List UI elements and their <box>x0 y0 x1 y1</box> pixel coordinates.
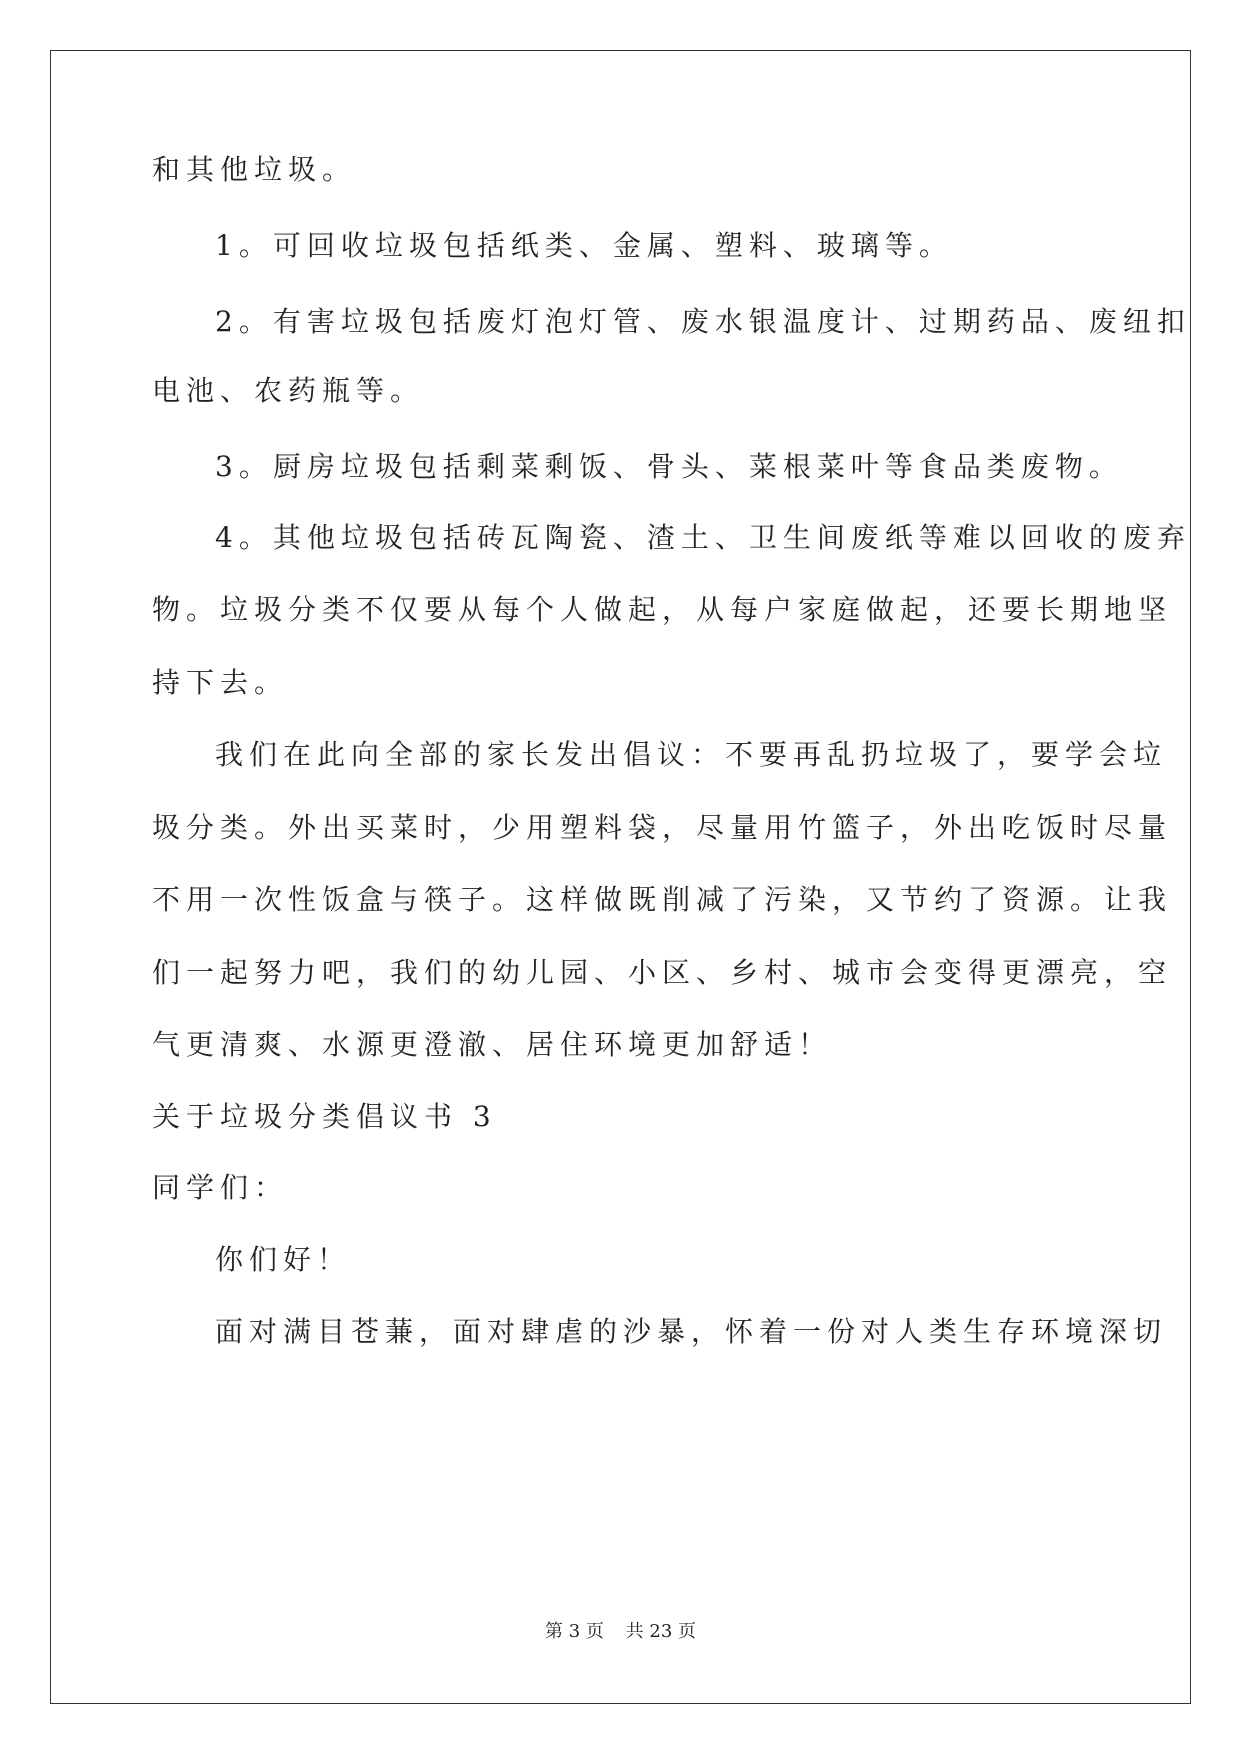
page-total: 共 23 页 <box>625 1621 696 1642</box>
paragraph-line: 我们在此向全部的家长发出倡议：不要再乱扔垃圾了，要学会垃 <box>215 738 1168 771</box>
page-footer <box>0 1620 1241 1644</box>
paragraph-line: 气更清爽、水源更澄澈、居住环境更加舒适！ <box>152 1028 833 1061</box>
list-item-recyclable: 1。可回收垃圾包括纸类、金属、塑料、玻璃等。 <box>215 229 953 262</box>
page-number: 第 3 页 <box>545 1621 604 1642</box>
paragraph-line: 不用一次性饭盒与筷子。这样做既削减了污染，又节约了资源。让我 <box>152 883 1173 916</box>
paragraph-line: 电池、农药瓶等。 <box>152 374 425 407</box>
list-item-other: 4。其他垃圾包括砖瓦陶瓷、渣土、卫生间废纸等难以回收的废弃 <box>215 521 1191 554</box>
greeting: 你们好！ <box>215 1243 352 1276</box>
salutation: 同学们： <box>152 1171 289 1204</box>
section-title: 关于垃圾分类倡议书 3 <box>152 1100 497 1133</box>
list-item-hazardous: 2。有害垃圾包括废灯泡灯管、废水银温度计、过期药品、废纽扣 <box>215 305 1191 338</box>
paragraph-line: 面对满目苍蒹，面对肆虐的沙暴，怀着一份对人类生存环境深切 <box>215 1315 1168 1348</box>
list-item-kitchen: 3。厨房垃圾包括剩菜剩饭、骨头、菜根菜叶等食品类废物。 <box>215 450 1123 483</box>
paragraph-line: 们一起努力吧，我们的幼儿园、小区、乡村、城市会变得更漂亮，空 <box>152 956 1173 989</box>
paragraph-line: 和其他垃圾。 <box>152 153 357 186</box>
page-border <box>50 50 1191 1704</box>
paragraph-line: 物。垃圾分类不仅要从每个人做起，从每户家庭做起，还要长期地坚 <box>152 593 1173 626</box>
paragraph-line: 持下去。 <box>152 666 289 699</box>
paragraph-line: 圾分类。外出买菜时，少用塑料袋，尽量用竹篮子，外出吃饭时尽量 <box>152 811 1173 844</box>
